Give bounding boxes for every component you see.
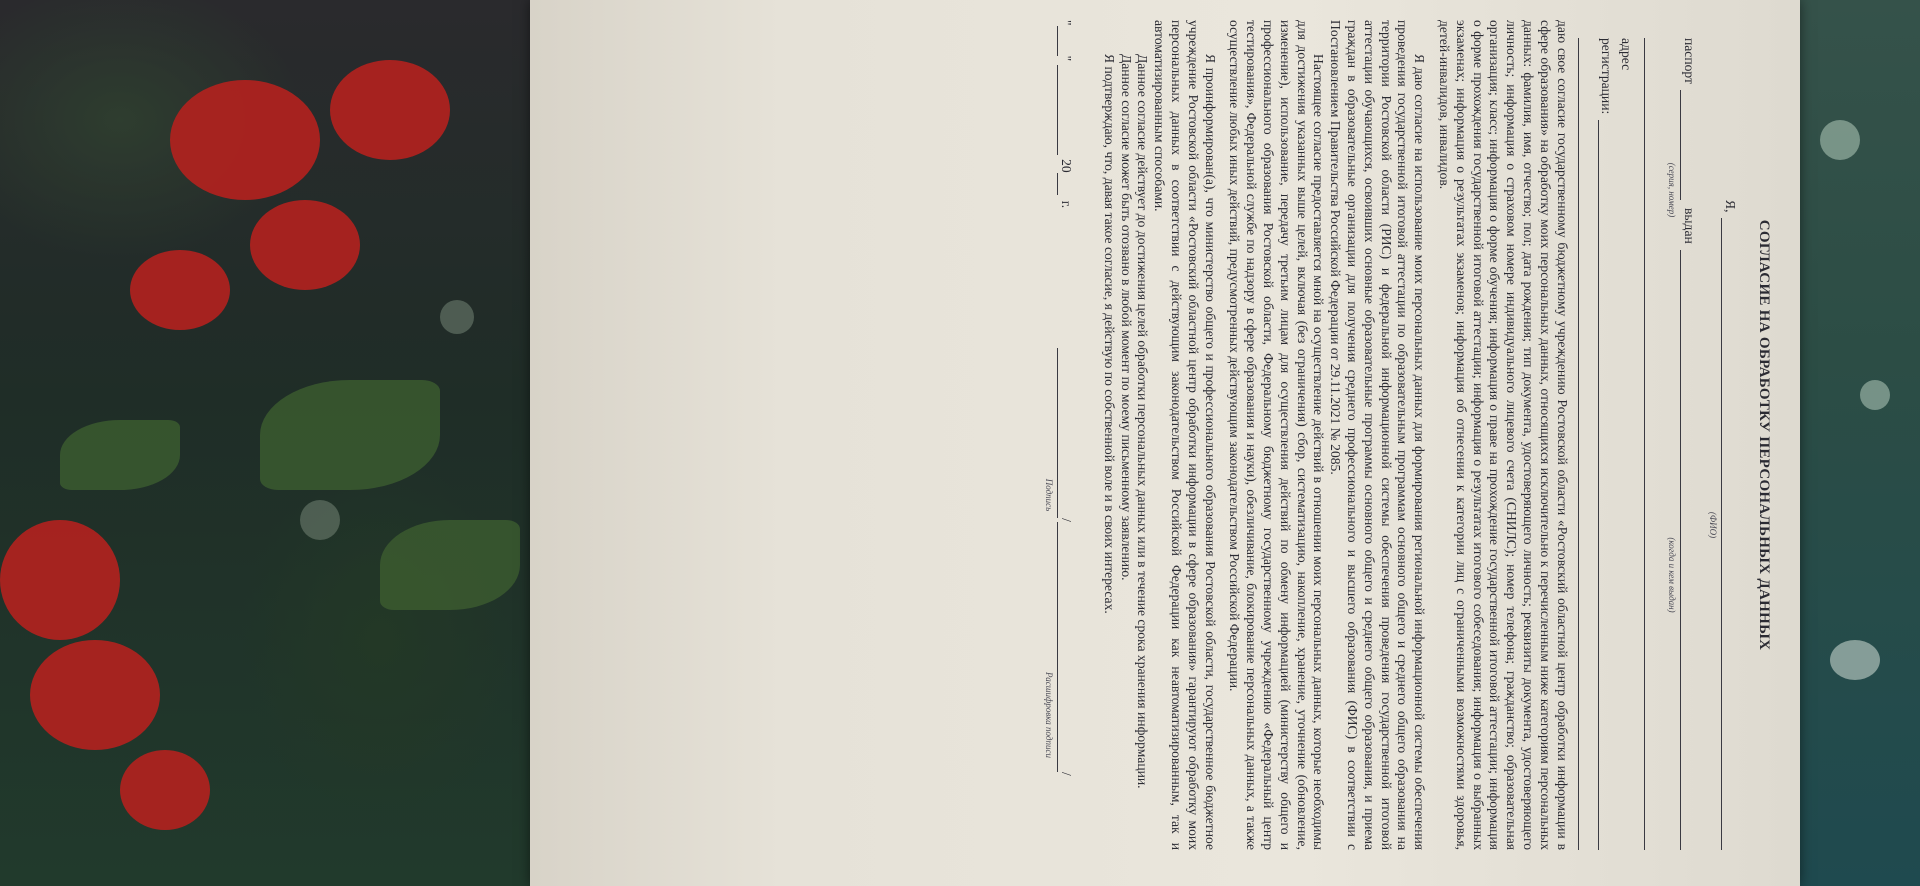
- pattern-dot: [1820, 120, 1860, 160]
- pattern-dot: [300, 500, 340, 540]
- fio-input-line[interactable]: [1721, 218, 1736, 850]
- document-rotated-content: [530, 0, 1800, 886]
- signature-slash: /: [1059, 518, 1075, 522]
- registration-line[interactable]: [1598, 120, 1613, 850]
- date-year-line[interactable]: [1057, 173, 1072, 195]
- registration-continuation-line[interactable]: [1578, 38, 1593, 850]
- fio-hint: (ФИО): [1708, 511, 1719, 539]
- paragraph-confirmation: Я подтверждаю, что, давая такое согласие, я действую по собственной воле и в своих интересах.: [1101, 54, 1117, 614]
- date-day-line[interactable]: [1057, 26, 1072, 56]
- document-title: СОГЛАСИЕ НА ОБРАБОТКУ ПЕРСОНАЛЬНЫХ ДАННЫХ: [1756, 219, 1772, 651]
- red-bow-decoration: [0, 520, 120, 640]
- signature-decoded-hint: Расшифровка подписи: [1044, 672, 1055, 758]
- background-fabric-right: [1800, 0, 1920, 886]
- passport-row: [1680, 20, 1700, 850]
- date-signature-row: [1057, 20, 1074, 850]
- paragraph-actions: Настоящее согласие предоставляется мной на осуществление действий в отношении моих персональных данных, которые необходимы для достижения указанных выше целей, включая (без ограничения) сбор, систематизацию, накопление, хранение, уточнение (обновление, изменение), использование, передачу третьим лицам для осуществления действий по обмену информацией (министерству общего и профессионального образования Ростовской области, Федеральному бюджетному государственному учреждению «Федеральный центр тестирования», Федеральной службе по надзору в сфере образования и науки), обезличивание, блокирование персональных данных, а также осуществление любых иных действий, предусмотренных действующим законодательством Российской Федерации.: [1227, 20, 1327, 850]
- fio-row: [1721, 20, 1741, 850]
- series-hint: (серия, номер): [1667, 162, 1678, 218]
- leaf-decoration: [260, 380, 440, 490]
- red-bow-decoration: [130, 250, 230, 330]
- red-bow-decoration: [30, 640, 160, 750]
- signature-decoded-line[interactable]: [1057, 522, 1072, 772]
- passport-series-line[interactable]: [1680, 90, 1695, 200]
- registration-label: регистрации:: [1599, 38, 1615, 115]
- date-close-quote: ": [1059, 55, 1075, 62]
- registration-row: [1598, 20, 1618, 850]
- address-row: [1618, 20, 1638, 850]
- red-bow-decoration: [330, 60, 450, 160]
- issued-continuation-line[interactable]: [1644, 38, 1659, 850]
- red-bow-decoration: [170, 80, 320, 200]
- leaf-decoration: [60, 420, 180, 490]
- issued-hint: (когда и кем выдан): [1667, 537, 1678, 613]
- issued-label: выдан: [1682, 207, 1698, 244]
- paragraph-informed: Я проинформирован(а), что министерство общего и профессионального образования Ростовской области, государственное бюджетное учреждение Ростовской области «Ростовский областной центр обработки информации в сфере образования» гарантируют обработку моих персональных данных в соответствии с действующим законодательством Российской Федерации как неавтоматизированным, так и автоматизированным способами.: [1152, 20, 1218, 850]
- pattern-dot: [1860, 380, 1890, 410]
- registration-continuation-row: [1578, 20, 1598, 850]
- issued-by-line[interactable]: [1680, 250, 1695, 850]
- paragraph-validity: Данное согласие действует до достижения целей обработки персональных данных или в течение срока хранения информации.: [1135, 54, 1151, 789]
- consent-document-sheet: [530, 0, 1800, 886]
- red-bow-decoration: [250, 200, 360, 290]
- leaf-decoration: [380, 520, 520, 610]
- signature-slash-end: /: [1059, 771, 1075, 776]
- i-label: Я,: [1723, 200, 1738, 213]
- paragraph-consent: даю свое согласие государственному бюджетному учреждению Ростовской области «Ростовский областной центр обработки информации в сфере образования» на обработку моих персональных данных, относящихся исключительно к перечисленным ниже категориям персональных данных: фамилия, имя, отчество; пол; дата рождения; тип документа, удостоверяющего личность; реквизиты документа, удостоверяющего личность; информация о страховом номере индивидуального лицевого счета (СНИЛС); номер телефона; гражданство; образовательная организация; класс; информация о форме обучения; информация о праве на прохождение государственной итоговой аттестации; информация о форме прохождения государственной итоговой аттестации; информация о результатах итогового собеседования; информация о выбранных экзаменах; информация о результатах экзаменов; информация об отнесении к категории лиц с ограниченными возможностями здоровья, детей-инвалидов, инвалидов.: [1437, 20, 1570, 850]
- paragraph-revocation: Данное согласие может быть отозвано в любой момент по моему письменному заявлению.: [1118, 54, 1134, 581]
- date-year-prefix: 20: [1059, 159, 1075, 173]
- pattern-dot: [440, 300, 474, 334]
- pattern-dot: [1830, 640, 1880, 680]
- signature-line[interactable]: [1057, 348, 1072, 518]
- address-label: адрес: [1619, 38, 1635, 71]
- issued-continuation-row: [1644, 20, 1664, 850]
- date-month-line[interactable]: [1057, 65, 1072, 155]
- passport-label: паспорт: [1682, 38, 1698, 84]
- signature-hint: Подпись: [1044, 478, 1055, 512]
- paragraph-usage: Я даю согласие на использование моих персональных данных для формирования региональной информационной системы обеспечения проведения государственной итоговой аттестации по образовательным программам основного общего и среднего общего образования на территории Ростовской области (РИС) и федеральной информационной системы обеспечения проведения государственной итоговой аттестации обучающихся, освоивших основные образовательные программы основного общего и среднего общего образования, и приема граждан в образовательные организации для получения среднего профессионального и высшего образования (ФИС) в соответствии с Постановлением Правительства Российской Федерации от 29.11.2021 № 2085.: [1328, 20, 1428, 850]
- background-fabric-left: [0, 0, 530, 886]
- date-open-quote: ": [1059, 20, 1075, 26]
- red-bow-decoration: [120, 750, 210, 830]
- date-year-suffix: г.: [1059, 200, 1075, 209]
